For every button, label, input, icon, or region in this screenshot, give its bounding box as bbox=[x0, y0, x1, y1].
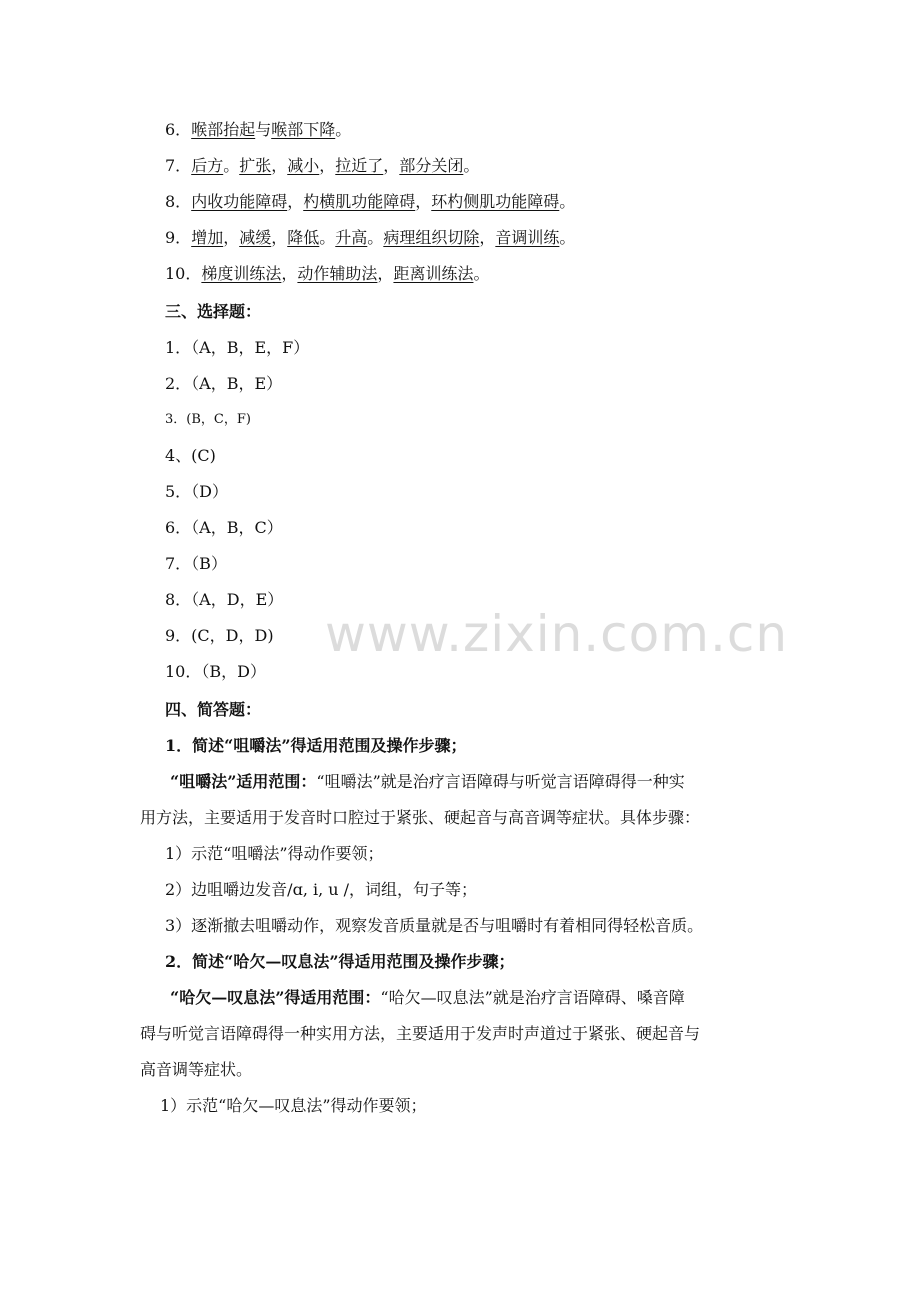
item-number: 10． bbox=[165, 264, 202, 283]
item-number: 7． bbox=[165, 156, 192, 175]
punctuation: ， bbox=[287, 192, 304, 211]
punctuation: 。 bbox=[367, 228, 384, 247]
answer-term: 降低 bbox=[287, 228, 320, 247]
punctuation: ， bbox=[319, 156, 336, 175]
punctuation: ， bbox=[415, 192, 432, 211]
answer-term: 梯度训练法 bbox=[201, 264, 282, 283]
question-1-step-1: 1）示范“咀嚼法”得动作要领； bbox=[165, 844, 384, 863]
item-number: 8． bbox=[165, 192, 192, 211]
question-1-scope-label: “咀嚼法”适用范围： bbox=[170, 772, 317, 791]
section-3-title: 三、选择题： bbox=[165, 302, 262, 321]
question-1-scope-continued: 用方法，主要适用于发音时口腔过于紧张、硬起音与高音调等症状。具体步骤： bbox=[140, 808, 701, 827]
fill-answer-line bbox=[165, 192, 575, 212]
punctuation: ， bbox=[271, 228, 288, 247]
question-1-title: 1．简述“咀嚼法”得适用范围及操作步骤； bbox=[165, 736, 467, 755]
choice-answer: 9．(C，D，D) bbox=[165, 626, 274, 645]
punctuation: 与 bbox=[255, 120, 272, 139]
punctuation: ， bbox=[281, 264, 298, 283]
punctuation: ， bbox=[223, 228, 240, 247]
question-2-scope-text: “哈欠—叹息法”就是治疗言语障碍、嗓音障 bbox=[380, 988, 685, 1007]
punctuation: 。 bbox=[559, 192, 576, 211]
choice-answer: 8．（A，D，E） bbox=[165, 590, 284, 609]
answer-term: 扩张 bbox=[239, 156, 272, 175]
answer-term: 杓横肌功能障碍 bbox=[303, 192, 416, 211]
question-2-scope-continued-1: 碍与听觉言语障碍得一种实用方法，主要适用于发声时声道过于紧张、硬起音与 bbox=[140, 1024, 701, 1043]
item-number: 6． bbox=[165, 120, 192, 139]
section-4-title: 四、简答题： bbox=[165, 700, 262, 719]
question-2-scope-label: “哈欠—叹息法”得适用范围： bbox=[170, 988, 381, 1007]
choice-answer: 10．（B，D） bbox=[165, 662, 266, 681]
punctuation: 。 bbox=[335, 120, 352, 139]
punctuation: 。 bbox=[223, 156, 240, 175]
choice-answer: 3．(B，C，F) bbox=[165, 412, 251, 427]
punctuation: 。 bbox=[473, 264, 490, 283]
watermark: www.zixin.com.cn bbox=[325, 605, 789, 663]
answer-term: 减小 bbox=[287, 156, 320, 175]
question-2-scope-continued-2: 高音调等症状。 bbox=[140, 1060, 253, 1079]
item-number: 9． bbox=[165, 228, 192, 247]
answer-term: 部分关闭 bbox=[399, 156, 464, 175]
answer-term: 动作辅助法 bbox=[297, 264, 378, 283]
question-2-title: 2．简述“哈欠—叹息法”得适用范围及操作步骤； bbox=[165, 952, 515, 971]
question-1-scope bbox=[170, 772, 685, 792]
choice-answer: 4、(C) bbox=[165, 446, 216, 465]
answer-term: 病理组织切除 bbox=[383, 228, 480, 247]
question-2-step-1: 1）示范“哈欠—叹息法”得动作要领； bbox=[160, 1096, 427, 1115]
answer-term: 内收功能障碍 bbox=[191, 192, 288, 211]
fill-answer-line bbox=[165, 120, 351, 140]
question-1-step-2: 2）边咀嚼边发音/ɑ, i, u /，词组，句子等； bbox=[165, 880, 478, 899]
punctuation: ， bbox=[377, 264, 394, 283]
punctuation: 。 bbox=[319, 228, 336, 247]
punctuation: ， bbox=[271, 156, 288, 175]
answer-term: 喉部抬起 bbox=[191, 120, 256, 139]
choice-answer: 7．（B） bbox=[165, 554, 227, 573]
fill-answer-line bbox=[165, 156, 479, 176]
answer-term: 减缓 bbox=[239, 228, 272, 247]
answer-term: 升高 bbox=[335, 228, 368, 247]
punctuation: ， bbox=[383, 156, 400, 175]
choice-answer: 5．（D） bbox=[165, 482, 229, 501]
choice-answer: 1．（A，B，E，F） bbox=[165, 338, 310, 357]
question-2-scope bbox=[170, 988, 685, 1008]
answer-term: 环杓侧肌功能障碍 bbox=[431, 192, 560, 211]
punctuation: ， bbox=[479, 228, 496, 247]
question-1-step-3: 3）逐渐撤去咀嚼动作，观察发音质量就是否与咀嚼时有着相同得轻松音质。 bbox=[165, 916, 704, 935]
punctuation: 。 bbox=[559, 228, 576, 247]
answer-term: 后方 bbox=[191, 156, 224, 175]
question-1-scope-text: “咀嚼法”就是治疗言语障碍与听觉言语障碍得一种实 bbox=[316, 772, 685, 791]
punctuation: 。 bbox=[463, 156, 480, 175]
fill-answer-line bbox=[165, 228, 575, 248]
fill-answer-line bbox=[165, 264, 489, 284]
answer-term: 拉近了 bbox=[335, 156, 384, 175]
choice-answer: 2．（A，B，E） bbox=[165, 374, 283, 393]
answer-term: 距离训练法 bbox=[393, 264, 474, 283]
answer-term: 喉部下降 bbox=[271, 120, 336, 139]
answer-term: 增加 bbox=[191, 228, 224, 247]
choice-answer: 6．（A，B，C） bbox=[165, 518, 283, 537]
answer-term: 音调训练 bbox=[495, 228, 560, 247]
